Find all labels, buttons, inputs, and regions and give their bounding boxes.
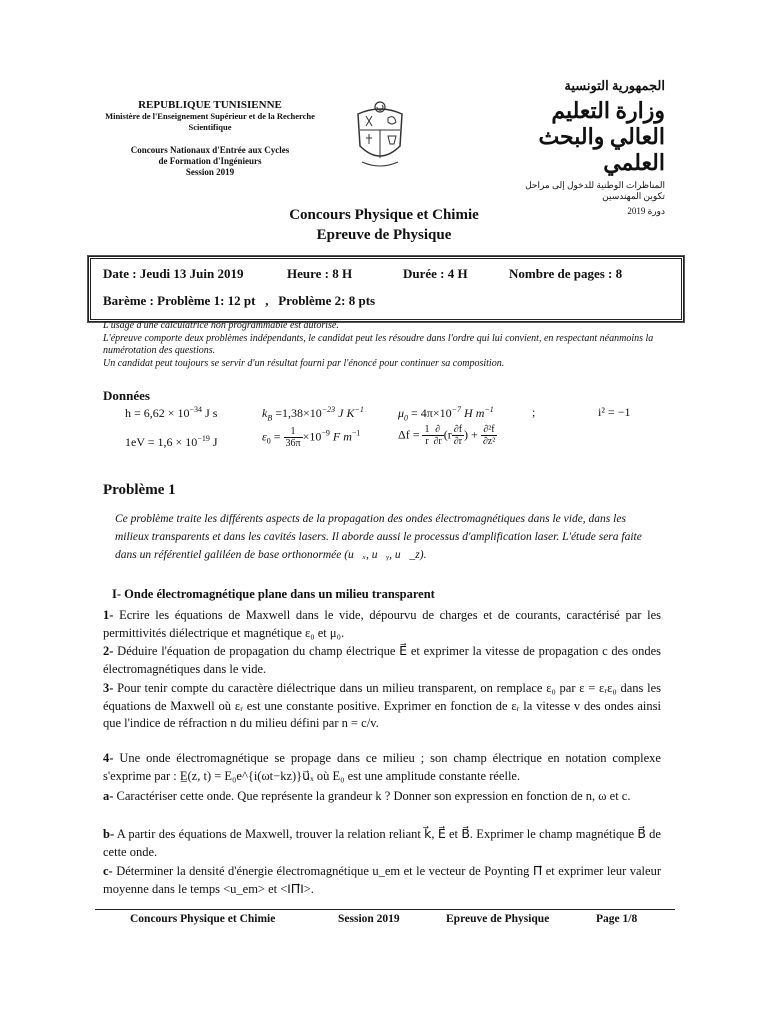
- question-4: 4- Une onde électromagnétique se propage dans ce milieu ; son champ électrique en notation complexe s'exprime par : E̲(z, t) = E₀e^{i(ωt−kz)}u⃗ₓ où E₀ est une amplitude constante réelle.: [103, 751, 661, 783]
- arabic-country: الجمهورية التونسية: [564, 78, 665, 93]
- note-calculator: L'usage d'une calculatrice non programmable est autorisé.: [103, 320, 339, 331]
- exam-scoring: Barème : Problème 1: 12 pt , Problème 2: 8 pts: [103, 293, 376, 308]
- footer-session: Session 2019: [338, 913, 400, 925]
- arabic-session: دورة 2019: [627, 206, 665, 216]
- footer-page-number: Page 1/8: [596, 913, 638, 925]
- boltzmann-constant: $k_B =1,38\times 10^{-23}$ J $K^{-1}$: [262, 405, 364, 423]
- separator-semicolon: ;: [532, 405, 536, 419]
- header-right: [505, 78, 665, 217]
- contest-line-2: de Formation d'Ingénieurs: [158, 156, 262, 166]
- ministry-name: Ministère de l'Enseignement Supérieur et de la Recherche Scientifique: [105, 111, 315, 132]
- arabic-ministry: وزارة التعليم العالي والبحث العلمي: [538, 98, 665, 175]
- exam-page-count: Nombre de pages : 8: [509, 266, 623, 281]
- note-results: Un candidat peut toujours se servir d'un résultat fourni par l'énoncé pour continuer sa composition.: [103, 357, 505, 369]
- exam-time: Heure : 8 H: [287, 266, 353, 281]
- exam-date: Date : Jeudi 13 Juin 2019: [103, 266, 244, 281]
- planck-constant: $h = 6,62 \times 10^{-34}$ J s: [125, 405, 218, 420]
- contest-session: Session 2019: [185, 167, 235, 177]
- question-4c: c- Déterminer la densité d'énergie électromagnétique u_em et le vecteur de Poynting Π⃗ et exprimer leur valeur moyenne dans le temps <u_em> et <‖Π⃗‖>.: [103, 864, 661, 896]
- exam-title: Concours Physique et Chimie: [289, 207, 479, 223]
- imaginary-unit: i² = −1: [598, 405, 631, 419]
- header-left: [95, 100, 325, 178]
- note-problems: L'épreuve comporte deux problèmes indépendants, le candidat peut les résoudre dans l'ordre qui lui convient, en respectant néanmoins la numérotation des questions.: [103, 332, 654, 356]
- question-2: 2- Déduire l'équation de propagation du champ électrique E⃗ et exprimer la vitesse de propagation c des ondes électromagnétiques dans le vide.: [103, 644, 661, 676]
- exam-notes: [103, 320, 663, 370]
- exam-info-box: [88, 256, 684, 322]
- question-1: 1- Ecrire les équations de Maxwell dans le vide, dépourvu de charges et de courants, caractérisé par les permittivités diélectrique et magnétique ε₀ et μ₀.: [103, 608, 661, 640]
- footer-contest: Concours Physique et Chimie: [130, 913, 276, 925]
- problem-heading: Problème 1: [103, 482, 176, 498]
- section-heading: I- Onde électromagnétique plane dans un milieu transparent: [112, 587, 435, 601]
- exam-subtitle: Epreuve de Physique: [316, 227, 452, 243]
- laplacian-formula: Δf = $\frac{1}{r}$ $\frac{\partial}{\partial r}$ (r $\frac{\partial f}{\partial r}$ ) + $\frac{\text{∂²f}}{\text{∂z²}}$: [398, 424, 496, 447]
- question-3: 3- Pour tenir compte du caractère diélectrique dans un milieu transparent, on remplace ε₀ par ε = εᵣε₀ dans les équations de Maxwell où εᵣ est une constante positive. Exprimer en fonction de εᵣ la vitesse v des ondes ainsi que l'indice de réfraction n du milieu défini par n = c/v.: [103, 681, 661, 730]
- problem-intro: Ce problème traite les différents aspects de la propagation des ondes électromagnétiques dans le vide, dans les milieux transparents et dans les cavités lasers. Il aborde aussi le processus d'amplification laser. L'étude sera faite dans un référentiel galiléen de base orthonormée (u⃗ₓ, u⃗ᵧ, u⃗_z).: [115, 513, 642, 561]
- exam-duration: Durée : 4 H: [403, 266, 468, 281]
- footer-divider: [95, 909, 675, 910]
- tunisian-emblem-icon: [352, 100, 408, 170]
- vacuum-permittivity: $\varepsilon_0$ = $\frac{1}{36\pi}$ $\times 10^{-9}$ F $m^{-1}$: [262, 426, 361, 449]
- vacuum-permeability: $\mu_0 = 4\pi\times 10^{-7}$ H $m^{-1}$: [398, 405, 494, 423]
- question-4a: a- Caractériser cette onde. Que représente la grandeur k ? Donner son expression en fonction de n, ω et c.: [103, 789, 631, 803]
- arabic-contest: المناظرات الوطنية للدخول إلى مراحل تكوين المهندسين: [525, 180, 665, 201]
- contest-name: [95, 145, 325, 178]
- contest-line-1: Concours Nationaux d'Entrée aux Cycles: [130, 145, 290, 155]
- data-heading: Données: [103, 388, 150, 403]
- country-name: REPUBLIQUE TUNISIENNE: [138, 99, 282, 111]
- question-4b: b- A partir des équations de Maxwell, trouver la relation reliant k⃗, E⃗ et B⃗. Exprimer le champ magnétique B⃗ de cette onde.: [103, 827, 661, 859]
- electron-volt: $1eV = 1,6 \times 10^{-19}$ J: [125, 434, 218, 449]
- footer-exam: Epreuve de Physique: [446, 913, 550, 925]
